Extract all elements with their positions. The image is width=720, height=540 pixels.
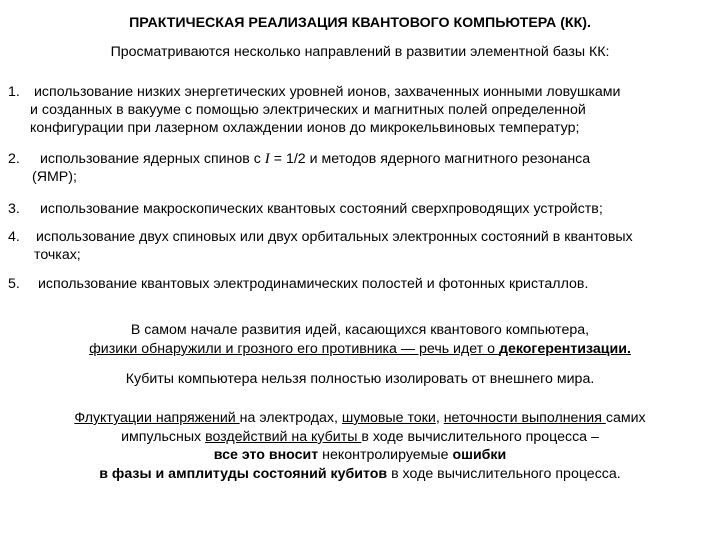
- paragraph-3-text: в ходе вычислительного процесса.: [391, 466, 621, 482]
- page-title: ПРАКТИЧЕСКАЯ РЕАЛИЗАЦИЯ КВАНТОВОГО КОМПЬЮТЕРА (КК).: [129, 15, 591, 31]
- list-item-1: [30, 83, 716, 137]
- subtitle: Просматриваются несколько направлений в развитии элементной базы КК:: [110, 44, 610, 60]
- list-item-4: [34, 228, 716, 264]
- item-2-line-2: (ЯМР);: [32, 169, 77, 185]
- paragraph-2: Кубиты компьютера нельзя полностью изолировать от внешнего мира.: [125, 371, 595, 387]
- item-2-text-a: использование ядерных спинов с: [40, 151, 265, 167]
- paragraph-3-text: ,: [435, 410, 444, 426]
- item-2-spin-symbol: I: [264, 151, 270, 167]
- errors-term: ошибки: [452, 447, 507, 463]
- item-1-line-3: конфигурации при лазерном охлаждении ионов до микрокельвиновых температур;: [30, 120, 580, 136]
- paragraph-3-line-2: [0, 428, 720, 446]
- paragraph-3-bold: в фазы и амплитуды состояний кубитов: [99, 466, 392, 482]
- paragraph-3-text: в ходе вычислительного процесса –: [361, 429, 599, 445]
- qubit-impacts: воздействий на кубиты: [205, 429, 362, 445]
- item-3-number: 3.: [8, 201, 20, 217]
- paragraph-3-text: на электродах,: [239, 410, 342, 426]
- item-4-line-1: использование двух спиновых или двух орбитальных электронных состояний в квантовых: [36, 229, 633, 245]
- list-item-2: [34, 150, 716, 186]
- paragraph-1-underlined: физики обнаружили и грозного его противника — речь идет о: [89, 341, 499, 357]
- item-1-line-1: использование низких энергетических уровней ионов, захваченных ионными ловушками: [34, 84, 621, 100]
- decoherence-term: декогерентизации.: [498, 341, 631, 357]
- item-2-text-b: = 1/2 и методов ядерного магнитного резонанса: [269, 151, 591, 167]
- voltage-fluctuations: Флуктуации напряжений: [74, 410, 240, 426]
- execution-inaccuracies: неточности выполнения: [443, 410, 606, 426]
- item-2-number: 2.: [8, 151, 20, 167]
- paragraph-1-line-1: В самом начале развития идей, касающихся квантового компьютера,: [130, 322, 590, 338]
- item-5-number: 5.: [8, 276, 20, 292]
- item-4-number: 4.: [8, 229, 20, 245]
- noise-currents: шумовые токи: [341, 410, 436, 426]
- item-2-line-1: [40, 150, 716, 168]
- item-1-number: 1.: [8, 84, 20, 100]
- paragraph-3-line-1: [0, 409, 720, 427]
- item-1-line-2: и созданных в вакууме с помощью электрических и магнитных полей определенной: [30, 102, 586, 118]
- list-item-5: [34, 275, 716, 293]
- paragraph-3-bold: все это вносит: [213, 447, 323, 463]
- paragraph-3-text: импульсных: [121, 429, 206, 445]
- paragraph-3-text: неконтролируемые: [322, 447, 453, 463]
- item-3-line-1: использование макроскопических квантовых состояний сверхпроводящих устройств;: [40, 201, 603, 217]
- paragraph-3-text: самих: [605, 410, 646, 426]
- paragraph-1-line-2: [0, 340, 720, 358]
- item-4-line-2: точках;: [34, 247, 81, 263]
- item-5-line-1: использование квантовых электродинамических полостей и фотонных кристаллов.: [38, 276, 589, 292]
- list-item-3: [34, 200, 716, 218]
- paragraph-3-line-3: [0, 446, 720, 464]
- paragraph-3-line-4: [0, 465, 720, 483]
